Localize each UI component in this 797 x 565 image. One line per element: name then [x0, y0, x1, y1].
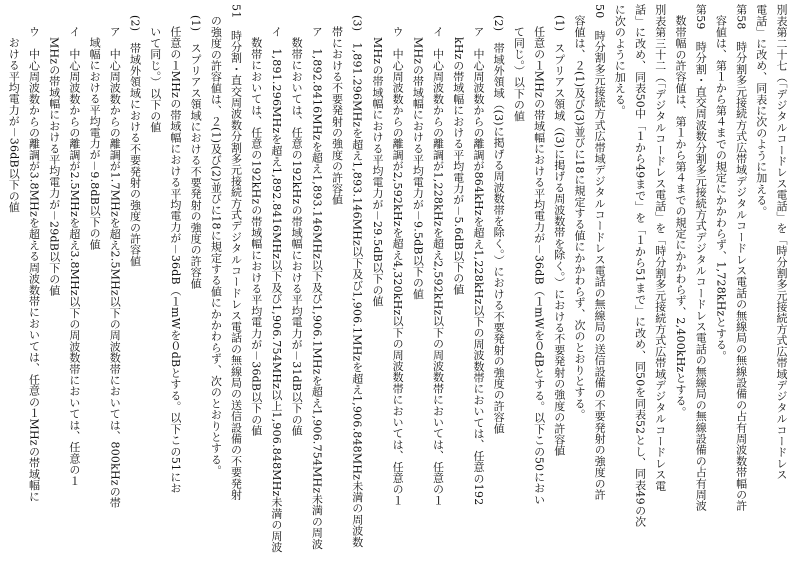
text-line: (2) 帯域外領域における不要発射の強度の許容値 — [128, 15, 142, 267]
text-line: (2) 帯域外領域（(3)に掲げる周波数帯を除く。）における不要発射の強度の許容値 — [492, 15, 506, 434]
text-line: 任意の１MHzの帯域幅における平均電力が－36dB（１mWを０dBとする。以下この51にお — [168, 26, 182, 494]
text-line: ア 中心周波数からの離調が1.7MHzを超え2.5MHz以下の周波数帯においては、800kHzの帯 — [108, 26, 122, 509]
text-line: いて同じ。）以下の値 — [148, 26, 162, 133]
text-line: (1) スプリアス領域（(3)に掲げる周波数帯を除く。）における不要発射の強度の許容値 — [552, 15, 566, 457]
text-line: 任意の１MHzの帯域幅における平均電力が－36dB（１mWを０dBとする。以下この50におい — [532, 26, 546, 505]
text-line: ウ 中心周波数からの離調が3.8MHzを超える周波数帯においては、任意の１MHzの帯域幅に — [27, 26, 41, 502]
text-line: 51 時分割・直交周波数分割多元接続方式デジタルコードレス電話の無線局の送信設備の不要発射 — [229, 4, 243, 500]
text-line: MHzの帯域幅における平均電力が－29.5dB以下の値 — [370, 37, 384, 307]
text-line: kHzの帯域幅における平均電力が－5.6dB以下の値 — [451, 37, 465, 295]
text-line: の強度の許容値は、２(1)及び(2)並びに18に規定する値にかかわらず、次のとおりとする。 — [209, 15, 223, 477]
text-line: 話」に改め、同表50中「１から49まで」を「１から51まで」に改め、同50を同表52とし、同表49の次 — [633, 4, 647, 528]
vertical-text-body — [6, 4, 791, 561]
text-line: MHzの帯域幅における平均電力が－9.5dB以下の値 — [411, 37, 425, 300]
text-line: 帯における不要発射の強度の許容値 — [330, 26, 344, 206]
text-line: て同じ。）以下の値 — [512, 26, 526, 122]
text-line: 第58 時分割多元接続方式広帯域デジタルコードレス電話の無線局の無線設備の占有周波数帯幅の許 — [734, 4, 748, 512]
text-line: (1) スプリアス領域における不要発射の強度の許容値 — [189, 15, 203, 289]
text-line: MHzの帯域幅における平均電力が－29dB以下の値 — [47, 37, 61, 296]
text-line: 電話」に改め、同表に次のように加える。 — [754, 4, 768, 217]
text-line: 別表第三十二（「デジタルコードレス電話」を「時分割多元接続方式広帯域デジタルコードレス電 — [653, 4, 667, 492]
text-line: ア 1,892.8416MHzを超え1,893.146MHz以下及び1,906.1MHzを超え1,906.754MHz未満の周波 — [310, 26, 324, 550]
text-line: イ 中心周波数からの離調が2.5MHzを超え3.8MHz以下の周波数帯においては、任意の１ — [67, 26, 81, 487]
text-line: 容値は、第１から第４までの規定にかかわらず、1,728kHzとする。 — [714, 15, 728, 362]
text-line: 数帯においては、任意の192kHzの帯域幅における平均電力が－36dB以下の値 — [249, 37, 263, 436]
text-line: イ 1,891.296MHzを超え1,892.8416MHz以下及び1,906.754MHz以上1,906.848MHz未満の周波 — [269, 26, 283, 553]
text-line: 容値は、２(1)及び(3)並びに18に規定する値にかかわらず、次のとおりとする。 — [572, 15, 586, 421]
text-line: ウ 中心周波数からの離調が2,592kHzを超え4,320kHz以下の周波数帯においては、任意の１ — [391, 26, 405, 506]
text-line: (3) 1,891.296MHzを超え1,893.146MHz以下及び1,906.1MHzを超え1,906.848MHz未満の周波数 — [350, 15, 364, 548]
text-line: 数帯においては、任意の192kHzの帯域幅における平均電力が－31dB以下の値 — [290, 37, 304, 436]
text-line: 別表第二十七（「デジタルコードレス電話」を「時分割多元接続方式広帯域デジタルコードレス — [775, 4, 788, 481]
text-line: 第59 時分割・直交周波数分割多元接続方式デジタルコードレス電話の無線局の無線設備の占有周波 — [694, 4, 708, 512]
text-line: 域幅における平均電力が－9.8dB以下の値 — [88, 37, 102, 250]
text-line: に次のように加える。 — [613, 4, 627, 116]
text-line: ア 中心周波数からの離調が864kHzを超え1,228kHz以下の周波数帯においては、任意の192 — [471, 26, 485, 506]
text-line: おける平均電力が－36dB以下の値 — [7, 37, 21, 213]
text-line: イ 中心周波数からの離調が1,228kHzを超え2,592kHz以下の周波数帯においては、任意の１ — [431, 26, 445, 506]
text-line: 数帯幅の許容値は、第１から第４までの規定にかかわらず、2,400kHzとする。 — [673, 15, 687, 418]
text-line: 50 時分割多元接続方式広帯域デジタルコードレス電話の無線局の送信設備の不要発射の強度の許 — [593, 4, 607, 500]
